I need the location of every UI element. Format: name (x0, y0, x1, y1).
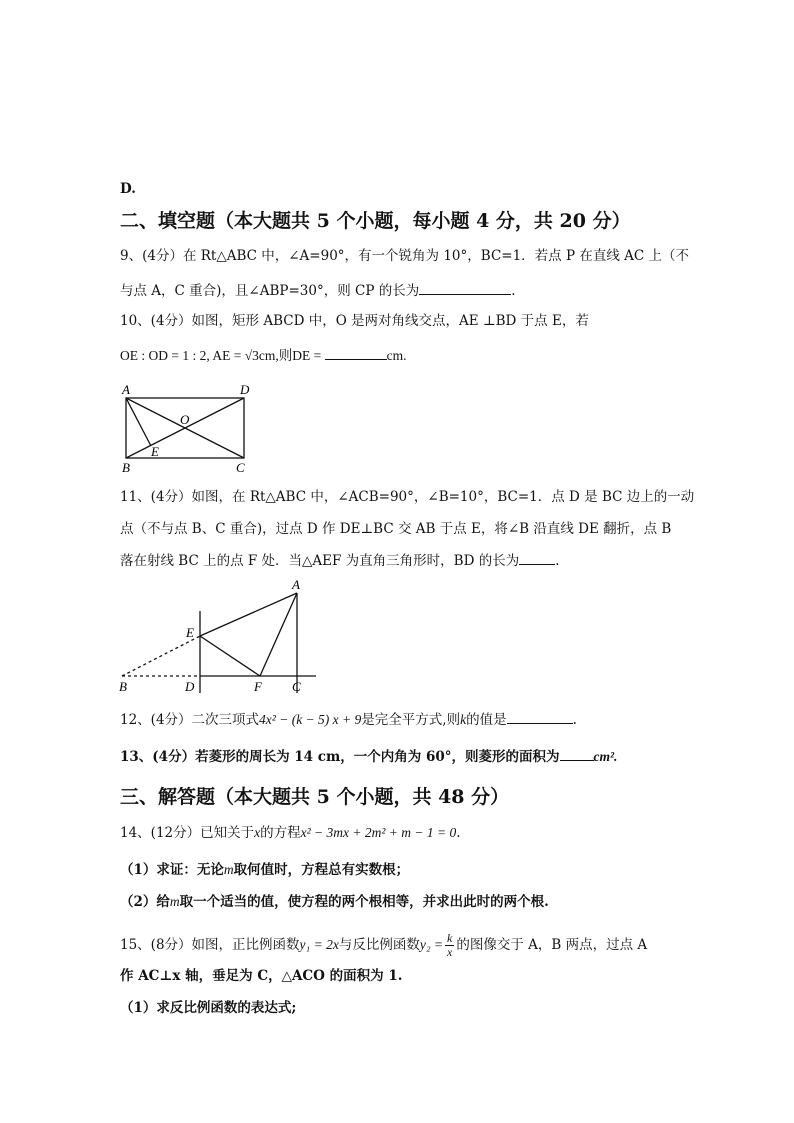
q15-fraction-denominator: x (447, 945, 453, 959)
q13-text: 13、(4分）若菱形的周长为 14 cm，一个内角为 60°，则菱形的面积为 (120, 749, 560, 765)
q10-rectangle-figure (118, 380, 258, 476)
q12-end: . (572, 712, 577, 728)
section-2-title: 二、填空题（本大题共 5 个小题，每小题 4 分，共 20 分） (120, 210, 631, 232)
q14-part-1-var: m (223, 862, 234, 877)
q9-answer-blank[interactable] (419, 280, 511, 295)
q15-part-1: （1）求反比例函数的表达式; (120, 1000, 297, 1016)
q14-mid: 的方程 (260, 825, 301, 841)
label-e: E (186, 625, 194, 640)
section-3-title: 三、解答题（本大题共 5 个小题，共 48 分） (120, 786, 510, 808)
q13-answer-blank[interactable] (560, 746, 594, 761)
q15-mid: 与反比例函数 (338, 937, 420, 953)
label-o: O (180, 412, 190, 427)
label-c: C (236, 460, 245, 475)
label-d: D (240, 382, 250, 397)
q12-question: 的值是 (466, 712, 507, 728)
label-d: D (185, 679, 195, 694)
q10-unit: cm. (386, 348, 407, 363)
segment-ea (200, 593, 297, 636)
q9-line-1: 9、(4分）在 Rt△ABC 中，∠A=90°，有一个锐角为 10°，BC=1．若点 P 在直线 AC 上（不 (120, 248, 689, 264)
q12-expression: 4x² − (k − 5) x + 9 (259, 712, 362, 727)
q14-part-1-text: （1）求证：无论 (120, 862, 224, 878)
label-c: C (292, 679, 301, 694)
q14-equation: x² − 3mx + 2m² + m − 1 = 0 (300, 825, 457, 840)
q12-answer-blank[interactable] (507, 709, 573, 724)
label-b: B (122, 460, 130, 475)
q11-line-1: 11、(4分）如图，在 Rt△ABC 中，∠ACB=90°，∠B=10°，BC=1．点 D 是 BC 边上的一动 (120, 489, 695, 505)
q9-line-2-end: . (511, 283, 516, 299)
label-a: A (292, 577, 300, 592)
q14-variable-x: x (254, 825, 261, 840)
q9-line-2 (120, 280, 516, 301)
q13-unit: cm². (593, 749, 618, 764)
q14-end: . (456, 825, 461, 841)
label-e: E (151, 444, 159, 459)
q14-part-1 (120, 860, 409, 880)
q10-line-2 (120, 345, 406, 366)
q15-fraction-numerator: k (447, 931, 453, 945)
q12-variable-k: k (460, 712, 467, 727)
q15-line-2: 作 AC⊥x 轴，垂足为 C，△ACO 的面积为 1. (120, 968, 403, 984)
q13-line (120, 746, 617, 767)
q12-condition: 是完全平方式,则 (361, 712, 461, 728)
q11-triangle-figure (116, 575, 326, 697)
q14-part-2 (120, 892, 549, 912)
q15-post: 的图像交于 A，B 两点，过点 A (456, 937, 648, 953)
q12-line (120, 709, 577, 730)
q14-part-2-text: （2）给 (120, 894, 170, 910)
q9-line-2-text: 与点 A，C 重合)，且∠ABP=30°，则 CP 的长为 (120, 283, 420, 299)
q10-condition: OE : OD = 1 : 2, AE = √3cm,则DE = (120, 348, 325, 363)
q14-line (120, 823, 461, 843)
q15-text: 15、(8分）如图，正比例函数 (120, 937, 300, 953)
q14-text: 14、(12分）已知关于 (120, 825, 255, 841)
q15-y1: y₁ = 2x (299, 937, 339, 952)
q15-line-1 (120, 926, 647, 964)
segment-ae (126, 398, 151, 446)
q11-line-3 (120, 550, 560, 571)
q11-answer-blank[interactable] (519, 550, 555, 565)
label-a: A (122, 382, 130, 397)
segment-ef (200, 636, 260, 676)
label-b: B (119, 679, 127, 694)
q15-y2: y₂ = (419, 937, 444, 952)
q14-part-2-rest: 取一个适当的值，使方程的两个根相等，并求出此时的两个根. (179, 894, 549, 910)
q11-line-3-end: . (555, 553, 560, 569)
segment-fa (260, 593, 297, 676)
q14-part-1-rest: 取何值时，方程总有实数根； (233, 862, 410, 878)
q11-line-3-text: 落在射线 BC 上的点 F 处．当△AEF 为直角三角形时，BD 的长为 (120, 553, 520, 569)
q12-text: 12、(4分）二次三项式 (120, 712, 260, 728)
q11-line-2: 点（不与点 B、C 重合)，过点 D 作 DE⊥BC 交 AB 于点 E，将∠B 沿直线 DE 翻折，点 B (120, 521, 672, 537)
q10-answer-blank[interactable] (325, 345, 387, 360)
q15-fraction (445, 932, 454, 959)
option-d-label: D. (120, 181, 136, 197)
dashed-be (122, 636, 200, 676)
label-f: F (254, 679, 262, 694)
q10-line-1: 10、(4分）如图，矩形 ABCD 中，O 是两对角线交点，AE ⊥BD 于点 E，若 (120, 313, 589, 329)
q14-part-2-var: m (169, 894, 180, 909)
